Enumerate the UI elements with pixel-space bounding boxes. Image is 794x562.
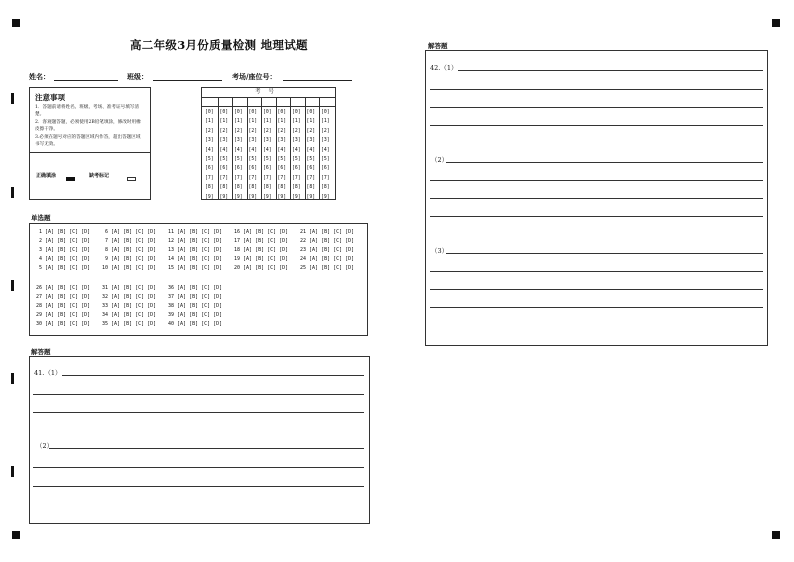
exam-digit-bubble[interactable]: [1]	[263, 119, 272, 125]
exam-digit-bubble[interactable]: [9]	[306, 194, 316, 200]
q41-part1-label: 41.（1）	[34, 369, 62, 377]
mcq-question-5[interactable]: 5 [A] [B] [C] [D]	[36, 265, 91, 271]
exam-digit-bubble[interactable]: [0]	[292, 110, 301, 115]
timing-mark	[11, 93, 14, 104]
filled-example-mark	[66, 177, 75, 181]
mcq-question-40[interactable]: 40 [A] [B] [C] [D]	[168, 321, 223, 327]
exam-digit-bubble[interactable]: [5]	[205, 157, 214, 162]
notice-line: 2．客观题答题，必须使用2B铅笔填涂，修改时用橡皮擦干净。	[35, 119, 141, 133]
exam-number-column-divider	[319, 97, 320, 199]
exam-digit-bubble[interactable]: [3]	[248, 138, 258, 144]
mcq-question-18[interactable]: 18 [A] [B] [C] [D]	[234, 247, 289, 253]
exam-digit-bubble[interactable]: [9]	[292, 194, 301, 200]
exam-digit-bubble[interactable]: [9]	[219, 194, 229, 200]
answer-line[interactable]	[430, 125, 763, 126]
exam-digit-bubble[interactable]: [3]	[219, 138, 229, 144]
q42-part3-label: （3）	[431, 247, 449, 255]
exam-digit-bubble[interactable]: [7]	[321, 175, 330, 181]
exam-digit-bubble[interactable]: [4]	[292, 147, 301, 153]
mcq-question-24[interactable]: 24 [A] [B] [C] [D]	[300, 256, 355, 262]
mcq-question-21[interactable]: 21 [A] [B] [C] [D]	[300, 229, 355, 235]
exam-digit-bubble[interactable]: [6]	[263, 166, 272, 172]
exam-digit-bubble[interactable]: [9]	[263, 194, 272, 200]
page-title: 高二年级3月份质量检测 地理试题	[130, 38, 308, 52]
q42-part1-label: 42.（1）	[430, 64, 458, 72]
exam-number-column-divider	[290, 97, 291, 199]
exam-digit-bubble[interactable]: [4]	[306, 147, 316, 153]
exam-digit-bubble[interactable]: [2]	[277, 128, 287, 134]
registration-mark-top-left	[12, 19, 20, 27]
answer-line[interactable]	[430, 216, 763, 217]
mcq-question-33[interactable]: 33 [A] [B] [C] [D]	[102, 303, 157, 309]
exam-digit-bubble[interactable]: [9]	[321, 194, 330, 200]
exam-digit-bubble[interactable]: [2]	[263, 128, 272, 134]
exam-digit-bubble[interactable]: [8]	[263, 185, 272, 191]
exam-digit-bubble[interactable]: [0]	[321, 110, 330, 115]
exam-number-column-divider	[218, 97, 219, 199]
exam-digit-bubble[interactable]: [3]	[277, 138, 287, 144]
exam-digit-bubble[interactable]: [3]	[205, 138, 214, 144]
notice-title: 注意事项	[35, 93, 65, 102]
exam-digit-bubble[interactable]: [7]	[263, 175, 272, 181]
answer-line[interactable]	[430, 180, 763, 181]
exam-digit-bubble[interactable]: [3]	[306, 138, 316, 144]
mcq-question-39[interactable]: 39 [A] [B] [C] [D]	[168, 312, 223, 318]
exam-digit-bubble[interactable]: [0]	[219, 110, 229, 115]
exam-digit-bubble[interactable]: [1]	[306, 119, 316, 125]
class-field-label: 班级：	[127, 72, 148, 81]
exam-digit-bubble[interactable]: [5]	[263, 157, 272, 162]
mcq-question-37[interactable]: 37 [A] [B] [C] [D]	[168, 294, 223, 300]
legend-empty-label: 缺考标记	[89, 173, 110, 179]
exam-digit-bubble[interactable]: [6]	[292, 166, 301, 172]
answer-line[interactable]	[430, 107, 763, 108]
exam-digit-bubble[interactable]: [3]	[263, 138, 272, 144]
seat-field[interactable]	[283, 80, 352, 81]
mcq-question-19[interactable]: 19 [A] [B] [C] [D]	[234, 256, 289, 262]
registration-mark-bottom-right	[772, 531, 780, 539]
exam-digit-bubble[interactable]: [6]	[306, 166, 316, 172]
exam-digit-bubble[interactable]: [1]	[321, 119, 330, 125]
exam-digit-bubble[interactable]: [1]	[205, 119, 214, 125]
answer-line[interactable]	[33, 394, 364, 395]
mcq-question-7[interactable]: 7 [A] [B] [C] [D]	[102, 238, 157, 244]
answer-line[interactable]	[430, 307, 763, 308]
name-field-label: 姓名：	[29, 72, 50, 81]
exam-digit-bubble[interactable]: [3]	[292, 138, 301, 144]
mcq-question-22[interactable]: 22 [A] [B] [C] [D]	[300, 238, 355, 244]
exam-digit-bubble[interactable]: [2]	[306, 128, 316, 134]
mcq-question-17[interactable]: 17 [A] [B] [C] [D]	[234, 238, 289, 244]
exam-digit-bubble[interactable]: [4]	[277, 147, 287, 153]
mcq-question-20[interactable]: 20 [A] [B] [C] [D]	[234, 265, 289, 271]
mcq-question-34[interactable]: 34 [A] [B] [C] [D]	[102, 312, 157, 318]
exam-digit-bubble[interactable]: [8]	[248, 185, 258, 191]
answer-41-section-title: 解答题	[31, 348, 51, 356]
timing-mark	[11, 373, 14, 384]
exam-digit-bubble[interactable]: [7]	[219, 175, 229, 181]
exam-digit-bubble[interactable]: [6]	[277, 166, 287, 172]
answer-line[interactable]	[430, 271, 763, 272]
exam-digit-bubble[interactable]: [9]	[234, 194, 243, 200]
exam-digit-bubble[interactable]: [2]	[321, 128, 330, 134]
exam-digit-bubble[interactable]: [2]	[292, 128, 301, 134]
exam-digit-bubble[interactable]: [5]	[219, 157, 229, 162]
exam-digit-bubble[interactable]: [1]	[277, 119, 287, 125]
exam-digit-bubble[interactable]: [8]	[219, 185, 229, 191]
mcq-question-31[interactable]: 31 [A] [B] [C] [D]	[102, 285, 157, 291]
timing-mark	[11, 466, 14, 477]
notice-line: 3.必须在题号对应的答题区域内作答，超出答题区域书写无效。	[35, 134, 141, 148]
exam-digit-bubble[interactable]: [6]	[219, 166, 229, 172]
notice-divider	[30, 152, 150, 153]
name-field[interactable]	[54, 80, 118, 81]
mcq-question-38[interactable]: 38 [A] [B] [C] [D]	[168, 303, 223, 309]
exam-digit-bubble[interactable]: [5]	[321, 157, 330, 162]
absent-marker-box[interactable]	[127, 177, 136, 181]
exam-digit-bubble[interactable]: [9]	[277, 194, 287, 200]
exam-digit-bubble[interactable]: [5]	[277, 157, 287, 162]
exam-digit-bubble[interactable]: [4]	[248, 147, 258, 153]
q42-part2-label: （2）	[431, 156, 449, 164]
answer-41-box	[29, 356, 370, 524]
exam-digit-bubble[interactable]: [9]	[205, 194, 214, 200]
exam-digit-bubble[interactable]: [7]	[306, 175, 316, 181]
seat-field-label: 考场/座位号：	[232, 72, 277, 81]
exam-digit-bubble[interactable]: [8]	[321, 185, 330, 191]
exam-digit-bubble[interactable]: [5]	[292, 157, 301, 162]
notice-box	[29, 87, 151, 200]
answer-42-box	[425, 50, 768, 346]
q41-part2-label: （2）	[36, 442, 54, 450]
class-field[interactable]	[153, 80, 222, 81]
exam-number-header: 考号	[202, 88, 335, 98]
exam-digit-bubble[interactable]: [2]	[248, 128, 258, 134]
exam-digit-bubble[interactable]: [9]	[248, 194, 258, 200]
notice-text	[35, 104, 143, 148]
exam-digit-bubble[interactable]: [8]	[306, 185, 316, 191]
exam-digit-bubble[interactable]: [7]	[292, 175, 301, 181]
answer-line[interactable]	[430, 289, 763, 290]
mcq-question-6[interactable]: 6 [A] [B] [C] [D]	[102, 229, 157, 235]
answer-line[interactable]	[33, 467, 364, 468]
mcq-question-4[interactable]: 4 [A] [B] [C] [D]	[36, 256, 91, 262]
exam-digit-bubble[interactable]: [4]	[263, 147, 272, 153]
mcq-question-27[interactable]: 27 [A] [B] [C] [D]	[36, 294, 91, 300]
mcq-question-10[interactable]: 10 [A] [B] [C] [D]	[102, 265, 157, 271]
exam-number-column-divider	[305, 97, 306, 199]
mcq-section-title: 单选题	[31, 214, 51, 222]
answer-line[interactable]	[33, 486, 364, 487]
exam-digit-bubble[interactable]: [0]	[277, 110, 287, 115]
registration-mark-bottom-left	[12, 531, 20, 539]
timing-mark	[11, 187, 14, 198]
mcq-question-28[interactable]: 28 [A] [B] [C] [D]	[36, 303, 91, 309]
exam-digit-bubble[interactable]: [4]	[205, 147, 214, 153]
mcq-question-3[interactable]: 3 [A] [B] [C] [D]	[36, 247, 91, 253]
answer-42-section-title: 解答题	[428, 42, 448, 50]
exam-digit-bubble[interactable]: [7]	[205, 175, 214, 181]
mcq-question-26[interactable]: 26 [A] [B] [C] [D]	[36, 285, 91, 291]
exam-digit-bubble[interactable]: [0]	[263, 110, 272, 115]
mcq-question-12[interactable]: 12 [A] [B] [C] [D]	[168, 238, 223, 244]
mcq-question-14[interactable]: 14 [A] [B] [C] [D]	[168, 256, 223, 262]
exam-digit-bubble[interactable]: [3]	[321, 138, 330, 144]
exam-digit-bubble[interactable]: [5]	[306, 157, 316, 162]
mcq-question-9[interactable]: 9 [A] [B] [C] [D]	[102, 256, 157, 262]
answer-line[interactable]	[62, 375, 364, 376]
mcq-question-23[interactable]: 23 [A] [B] [C] [D]	[300, 247, 355, 253]
answer-line[interactable]	[458, 70, 763, 71]
mcq-question-25[interactable]: 25 [A] [B] [C] [D]	[300, 265, 355, 271]
exam-digit-bubble[interactable]: [1]	[248, 119, 258, 125]
timing-mark	[11, 280, 14, 291]
exam-digit-bubble[interactable]: [5]	[234, 157, 243, 162]
mcq-question-15[interactable]: 15 [A] [B] [C] [D]	[168, 265, 223, 271]
exam-digit-bubble[interactable]: [4]	[234, 147, 243, 153]
exam-number-column-divider	[261, 97, 262, 199]
mcq-question-16[interactable]: 16 [A] [B] [C] [D]	[234, 229, 289, 235]
legend-filled-label: 正确填涂	[36, 173, 57, 179]
exam-digit-bubble[interactable]: [6]	[248, 166, 258, 172]
exam-digit-bubble[interactable]: [8]	[234, 185, 243, 191]
exam-number-column-divider	[232, 97, 233, 199]
answer-line[interactable]	[430, 89, 763, 90]
notice-line: 1．答题前请将姓名、班级、考场、准考证号填写清楚。	[35, 105, 139, 118]
exam-digit-bubble[interactable]: [1]	[219, 119, 229, 125]
exam-digit-bubble[interactable]: [6]	[205, 166, 214, 172]
exam-digit-bubble[interactable]: [2]	[219, 128, 229, 134]
answer-line[interactable]	[446, 162, 763, 163]
exam-digit-bubble[interactable]: [4]	[321, 147, 330, 153]
exam-digit-bubble[interactable]: [7]	[234, 175, 243, 181]
exam-digit-bubble[interactable]: [7]	[248, 175, 258, 181]
mcq-question-13[interactable]: 13 [A] [B] [C] [D]	[168, 247, 223, 253]
exam-number-column-divider	[276, 97, 277, 199]
mcq-question-30[interactable]: 30 [A] [B] [C] [D]	[36, 321, 91, 327]
exam-digit-bubble[interactable]: [1]	[234, 119, 243, 125]
exam-digit-bubble[interactable]: [0]	[248, 110, 258, 115]
mcq-question-1[interactable]: 1 [A] [B] [C] [D]	[36, 229, 91, 235]
exam-digit-bubble[interactable]: [0]	[205, 110, 214, 115]
exam-digit-bubble[interactable]: [4]	[219, 147, 229, 153]
exam-digit-bubble[interactable]: [7]	[277, 175, 287, 181]
registration-mark-top-right	[772, 19, 780, 27]
exam-digit-bubble[interactable]: [2]	[205, 128, 214, 134]
mcq-answer-box	[29, 223, 368, 336]
exam-digit-bubble[interactable]: [8]	[292, 185, 301, 191]
exam-digit-bubble[interactable]: [0]	[234, 110, 243, 115]
exam-number-grid	[201, 87, 336, 200]
answer-line[interactable]	[446, 253, 763, 254]
mcq-question-11[interactable]: 11 [A] [B] [C] [D]	[168, 229, 223, 235]
exam-digit-bubble[interactable]: [8]	[205, 185, 214, 191]
mcq-question-32[interactable]: 32 [A] [B] [C] [D]	[102, 294, 157, 300]
exam-number-column-divider	[247, 97, 248, 199]
exam-digit-bubble[interactable]: [0]	[306, 110, 316, 115]
answer-line[interactable]	[430, 198, 763, 199]
exam-digit-bubble[interactable]: [2]	[234, 128, 243, 134]
exam-digit-bubble[interactable]: [8]	[277, 185, 287, 191]
mcq-question-36[interactable]: 36 [A] [B] [C] [D]	[168, 285, 223, 291]
exam-digit-bubble[interactable]: [1]	[292, 119, 301, 125]
exam-digit-bubble[interactable]: [6]	[321, 166, 330, 172]
exam-digit-bubble[interactable]: [3]	[234, 138, 243, 144]
answer-line[interactable]	[49, 448, 364, 449]
exam-digit-bubble[interactable]: [5]	[248, 157, 258, 162]
answer-line[interactable]	[33, 412, 364, 413]
mcq-question-29[interactable]: 29 [A] [B] [C] [D]	[36, 312, 91, 318]
mcq-question-2[interactable]: 2 [A] [B] [C] [D]	[36, 238, 91, 244]
exam-number-write-row[interactable]	[202, 97, 335, 107]
mcq-question-35[interactable]: 35 [A] [B] [C] [D]	[102, 321, 157, 327]
exam-digit-bubble[interactable]: [6]	[234, 166, 243, 172]
mcq-question-8[interactable]: 8 [A] [B] [C] [D]	[102, 247, 157, 253]
